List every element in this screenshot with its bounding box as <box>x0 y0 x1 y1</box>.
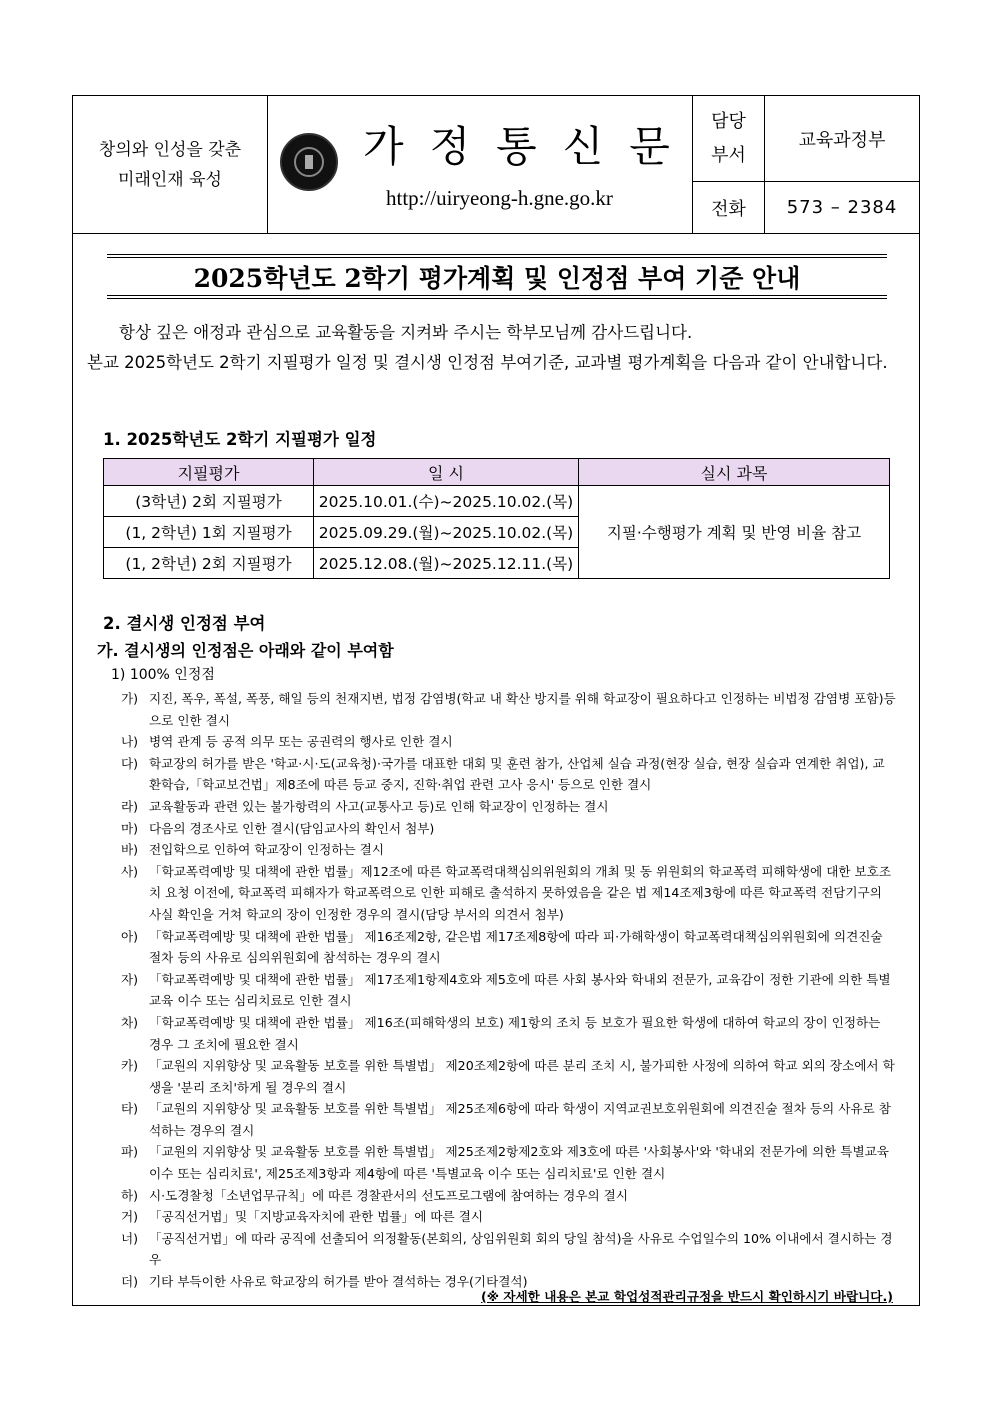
list-item-text: 기타 부득이한 사유로 학교장의 허가를 받아 결석하는 경우(기타결석) <box>149 1274 528 1290</box>
slogan-line-2: 미래인재 육성 <box>118 169 222 190</box>
intro-paragraph-2: 본교 2025학년도 2학기 지필평가 일정 및 결시생 인정점 부여기준, 교과별 평가계획을 다음과 같이 안내합니다. <box>87 353 888 372</box>
col-date: 일 시 <box>314 459 579 486</box>
list-item-marker: 차) <box>121 1014 139 1030</box>
notice-frame <box>72 95 920 1306</box>
letter-header <box>73 96 919 234</box>
slogan-line-1: 창의와 인성을 갖춘 <box>98 139 242 160</box>
list-item-marker: 가) <box>121 691 139 706</box>
list-item <box>121 1012 896 1055</box>
dept-label-2: 부서 <box>711 144 746 166</box>
list-item <box>121 1098 896 1141</box>
list-item-text: 시·도경찰청「소년업무규칙」에 따른 경찰관서의 선도프로그램에 참여하는 경우의 결시 <box>149 1187 629 1203</box>
list-item-text: 다음의 경조사로 인한 결시(담임교사의 확인서 첨부) <box>149 820 435 836</box>
date-cell: 2025.12.08.(월)~2025.12.11.(목) <box>314 548 579 579</box>
dept-label-1: 담당 <box>711 110 746 132</box>
list-item-marker: 파) <box>121 1144 139 1160</box>
dept-value: 교육과정부 <box>765 96 919 182</box>
list-item-marker: 바) <box>121 842 139 858</box>
list-item-marker: 자) <box>121 971 139 987</box>
header-center <box>268 96 696 233</box>
document-title: 2025학년도 2학기 평가계획 및 인정점 부여 기준 안내 <box>107 254 887 299</box>
list-item <box>121 1228 896 1271</box>
list-item-marker: 다) <box>121 755 139 771</box>
section-2-sub3: 1) 100% 인정점 <box>111 667 215 683</box>
exam-cell: (1, 2학년) 1회 지필평가 <box>104 517 314 548</box>
list-item <box>121 926 896 969</box>
dept-label <box>693 96 765 182</box>
list-item-text: 「학교폭력예방 및 대책에 관한 법률」 제17조제1항제4호와 제5호에 따른 사회 봉사와 학내외 전문가, 교육감이 정한 기관에 의한 특별교육 이수 또는 심리치료로 인한 결시 <box>149 971 891 1009</box>
col-exam: 지필평가 <box>104 459 314 486</box>
section-2-subheading: 가. 결시생의 인정점은 아래와 같이 부여함 <box>97 641 394 660</box>
list-item-marker: 카) <box>121 1058 139 1074</box>
list-item-text: 「학교폭력예방 및 대책에 관한 법률」제12조에 따른 학교폭력대책심의위원회의 개최 및 동 위원회의 학교폭력 피해학생에 대한 보호조치 요청 이전에, 학교폭력 피해자가 학교폭력으로 인한 피해로 출석하지 못하였음을 같은 법 제14조제3항에 따른 학교폭력 전담기구의 사실 확인을 거쳐 학교의 장이 인정한 경우의 결시(담당 부서의 의견서 첨부) <box>149 863 892 922</box>
list-item-text: 「교원의 지위향상 및 교육활동 보호를 위한 특별법」 제25조제2항제2호와 제3호에 따른 '사회봉사'와 '학내외 전문가에 의한 특별교육 이수 또는 심리치료', 제25조제3항과 제4항에 따른 '특별교육 이수 또는 심리치료'로 인한 결시 <box>149 1144 889 1182</box>
list-item <box>121 1141 896 1184</box>
list-item-text: 병역 관계 등 공적 의무 또는 공권력의 행사로 인한 결시 <box>149 734 453 750</box>
list-item <box>121 1206 896 1228</box>
section-1-heading: 1. 2025학년도 2학기 지필평가 일정 <box>103 430 377 449</box>
list-item-text: 「교원의 지위향상 및 교육활동 보호를 위한 특별법」 제20조제2항에 따른 분리 조치 시, 불가피한 사정에 의하여 학교 외의 장소에서 학생을 '분리 조치'하게 될 경우의 결시 <box>149 1058 895 1095</box>
list-item-text: 「학교폭력예방 및 대책에 관한 법률」 제16조(피해학생의 보호) 제1항의 조치 등 보호가 필요한 학생에 대하여 학교의 장이 인정하는 경우 그 조치에 필요한 결시 <box>149 1014 881 1052</box>
list-item <box>121 688 896 731</box>
list-item-marker: 더) <box>121 1274 139 1290</box>
list-item-text: 학교장의 허가를 받은 '학교·시·도(교육청)·국가를 대표한 대회 및 훈련 참가, 산업체 실습 과정(현장 실습, 현장 실습과 연계한 취업), 교환학습,「학교보건법」제8조에 따른 등교 중지, 진학·취업 관련 고사 응시' 등으로 인한 결시 <box>149 755 885 793</box>
intro-text <box>87 318 905 378</box>
school-url[interactable]: http://uiryeong-h.gne.go.kr <box>386 186 613 210</box>
exam-cell: (3학년) 2회 지필평가 <box>104 486 314 517</box>
list-item <box>121 818 896 840</box>
list-item-marker: 타) <box>121 1101 139 1117</box>
list-item-marker: 나) <box>121 734 139 750</box>
list-item-text: 교육활동과 관련 있는 불가항력의 사고(교통사고 등)로 인해 학교장이 인정하는 결시 <box>149 798 609 814</box>
table-row <box>104 486 890 517</box>
date-cell: 2025.09.29.(월)~2025.10.02.(목) <box>314 517 579 548</box>
school-emblem-icon <box>280 133 338 191</box>
intro-paragraph-1: 항상 깊은 애정과 관심으로 교육활동을 지켜봐 주시는 학부모님께 감사드립니다. <box>119 323 693 342</box>
list-item-marker: 너) <box>121 1230 139 1246</box>
table-header-row <box>104 459 890 486</box>
section-2-heading: 2. 결시생 인정점 부여 <box>103 614 266 633</box>
list-item-marker: 마) <box>121 820 139 836</box>
list-item-text: 전입학으로 인하여 학교장이 인정하는 결시 <box>149 842 384 858</box>
list-item-marker: 라) <box>121 798 139 814</box>
list-item-marker: 아) <box>121 928 139 944</box>
list-item <box>121 753 896 796</box>
list-item-text: 「교원의 지위향상 및 교육활동 보호를 위한 특별법」 제25조제6항에 따라 학생이 지역교권보호위원회에 의견진술 절차 등의 사유로 참석하는 경우의 결시 <box>149 1101 891 1138</box>
list-item-text: 「공직선거법」및「지방교육자치에 관한 법률」에 따른 결시 <box>149 1209 484 1225</box>
list-item-marker: 거) <box>121 1209 139 1225</box>
list-item-text: 지진, 폭우, 폭설, 폭풍, 해일 등의 천재지변, 법정 감염병(학교 내 확산 방지를 위해 학교장이 필요하다고 인정하는 비법정 감염병 포함)등으로 인한 결시 <box>149 691 896 728</box>
col-subject: 실시 과목 <box>579 459 890 486</box>
newsletter-title: 가정통신문 <box>363 122 696 171</box>
list-item-marker: 사) <box>121 863 139 879</box>
phone-value: 573 – 2384 <box>786 197 898 218</box>
school-slogan <box>73 96 268 233</box>
list-item <box>121 796 896 818</box>
absence-criteria-list <box>121 688 896 1293</box>
list-item <box>121 731 896 753</box>
list-item <box>121 839 896 861</box>
date-cell: 2025.10.01.(수)~2025.10.02.(목) <box>314 486 579 517</box>
phone-label: 전화 <box>693 182 765 233</box>
exam-schedule-table <box>103 458 890 579</box>
list-item <box>121 1055 896 1098</box>
regulation-note: (※ 자세한 내용은 본교 학업성적관리규정을 반드시 확인하시기 바랍니다.) <box>480 1289 893 1304</box>
exam-cell: (1, 2학년) 2회 지필평가 <box>104 548 314 579</box>
list-item <box>121 1185 896 1207</box>
list-item <box>121 861 896 926</box>
list-item-marker: 하) <box>121 1187 139 1203</box>
list-item-text: 「학교폭력예방 및 대책에 관한 법률」 제16조제2항, 같은법 제17조제8항에 따라 피·가해학생이 학교폭력대책심의위원회에 의견진술 절차 등의 사유로 심의위원회에 참석하는 경우의 결시 <box>149 928 883 966</box>
subject-note-cell: 지필·수행평가 계획 및 반영 비율 참고 <box>579 486 890 579</box>
list-item-text: 「공직선거법」에 따라 공직에 선출되어 의정활동(본회의, 상임위원회 회의 당일 참석)을 사유로 수업일수의 10% 이내에서 결시하는 경우 <box>149 1230 893 1268</box>
list-item <box>121 969 896 1012</box>
contact-box <box>693 96 919 233</box>
